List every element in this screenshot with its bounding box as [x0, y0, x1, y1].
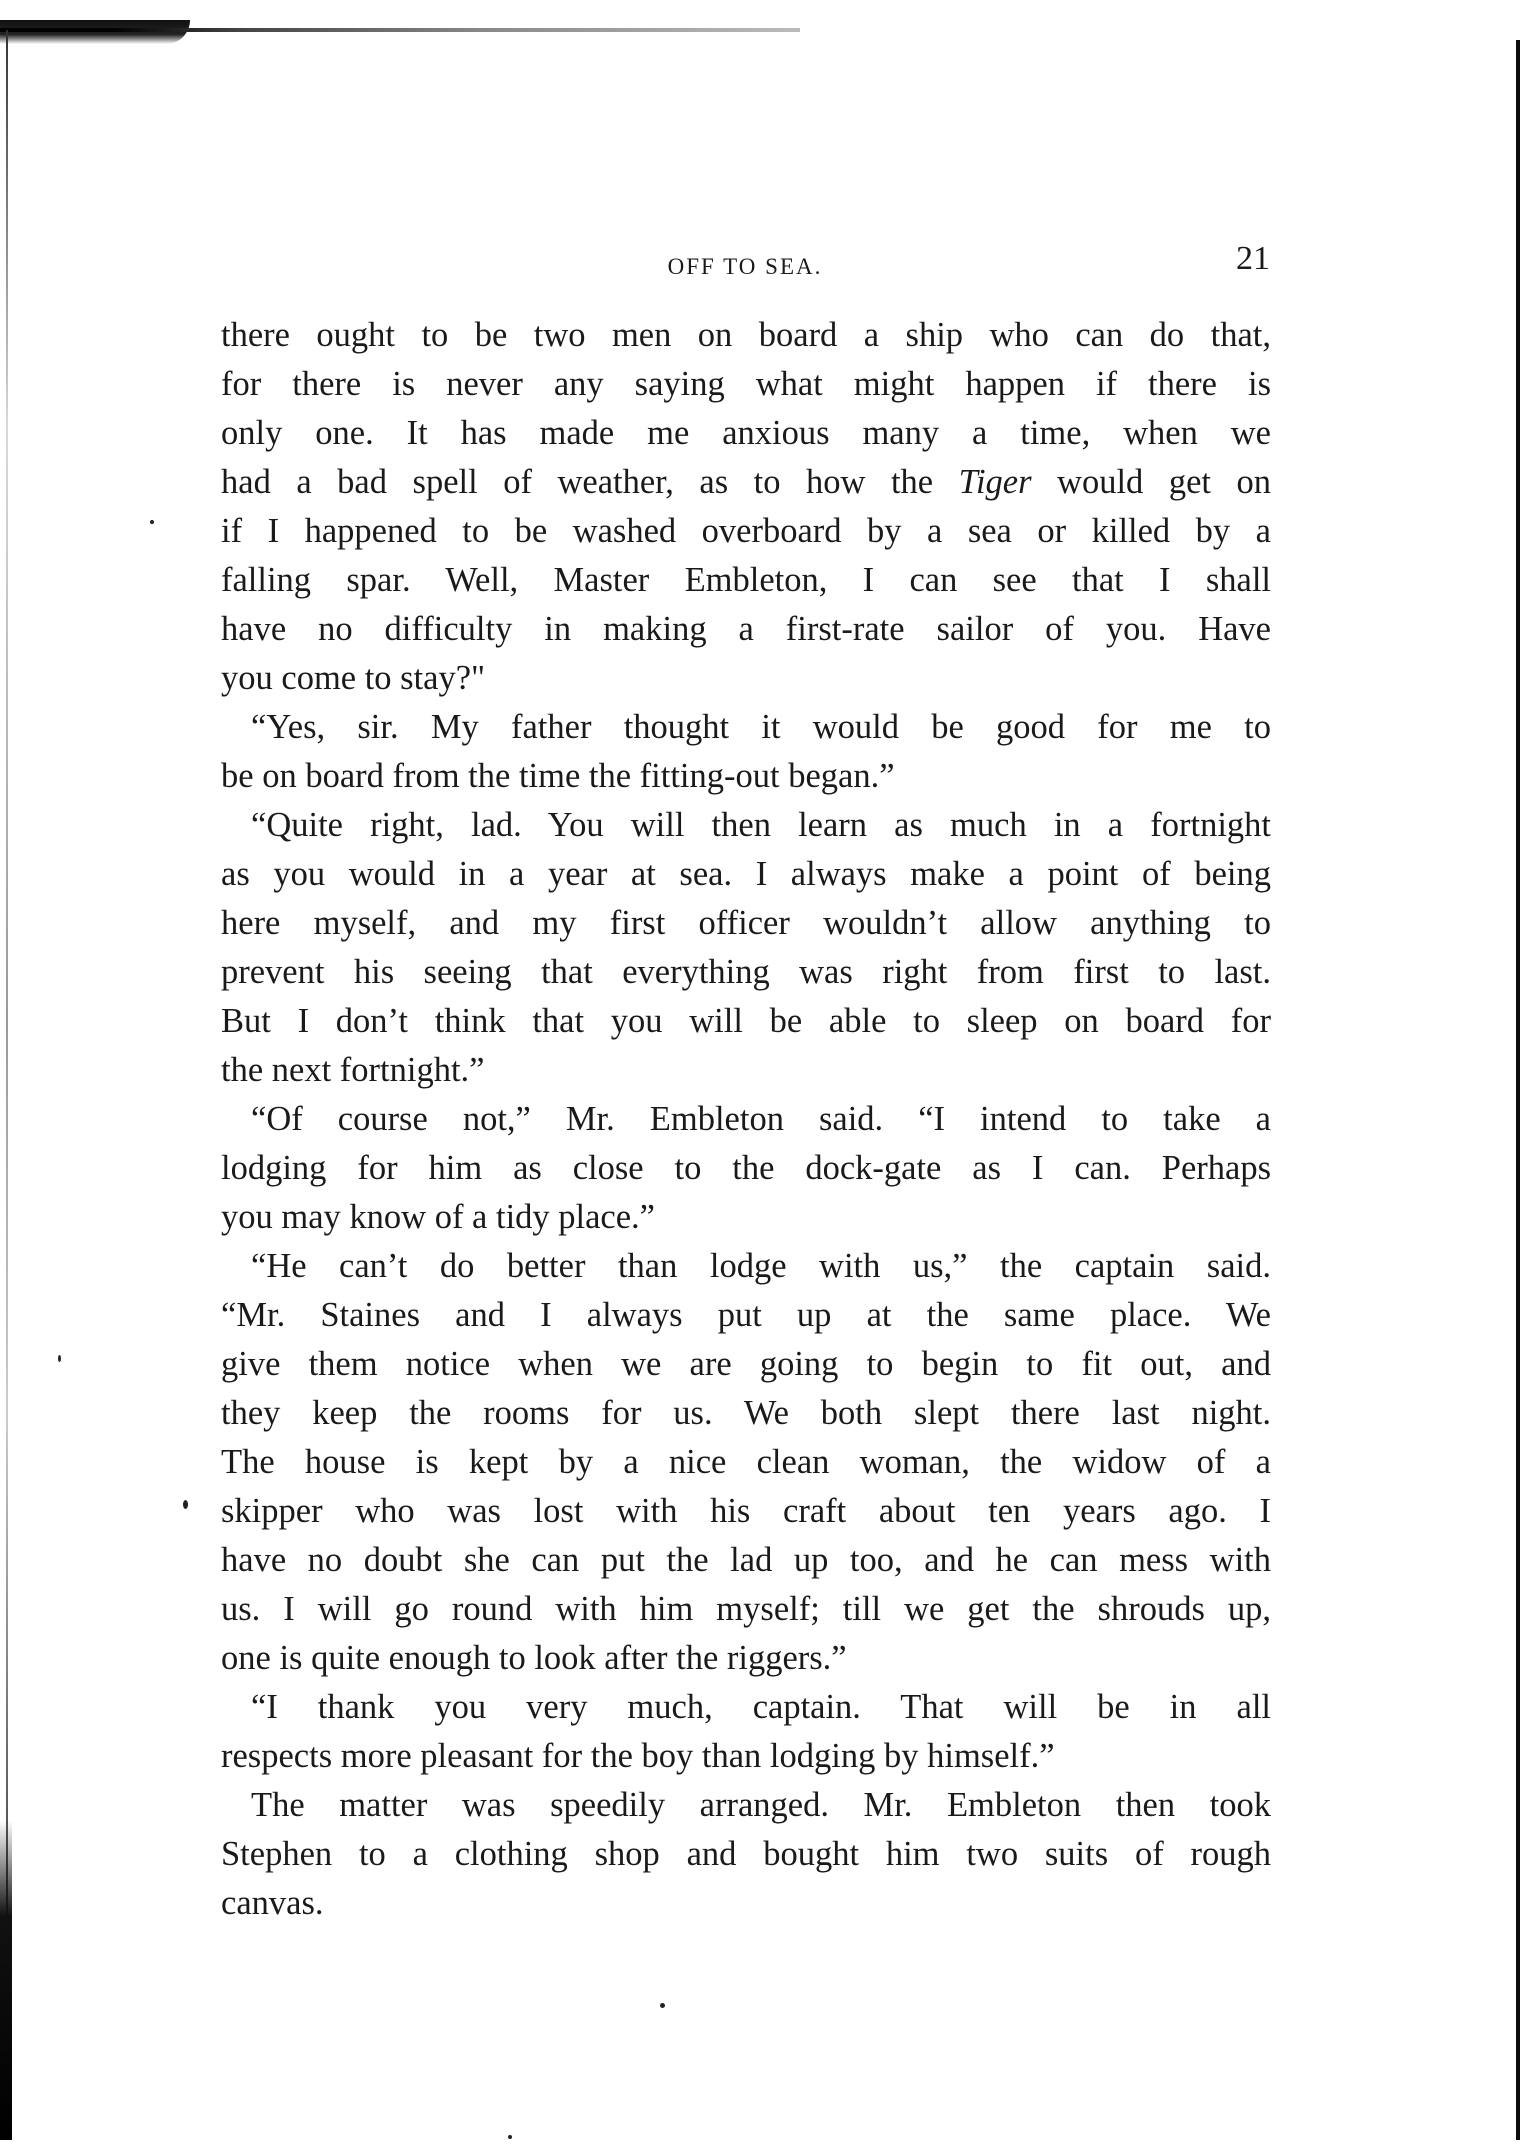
text-line: “He can’t do better than lodge with us,” the captain said.: [251, 1247, 1271, 1285]
text-line: falling spar. Well, Master Embleton, I can see that I shall: [221, 561, 1271, 599]
text-line: respects more pleasant for the boy than lodging by himself.”: [221, 1737, 1055, 1775]
body-text: [221, 311, 1271, 1928]
page-number: 21: [1236, 240, 1270, 277]
ship-name: Tiger: [958, 463, 1032, 501]
text-line: here myself, and my first officer wouldn’t allow anything to: [221, 904, 1271, 942]
scan-shadow-left: [0, 1820, 12, 2140]
running-title: OFF TO SEA.: [667, 254, 823, 279]
text-line: skipper who was lost with his craft about ten years ago. I: [221, 1492, 1271, 1530]
scan-edge-top: [0, 28, 800, 32]
text-line: for there is never any saying what might happen if there is: [221, 365, 1271, 403]
running-head: [220, 240, 1270, 290]
text-line: if I happened to be washed overboard by a sea or killed by a: [221, 512, 1271, 550]
text-line: The house is kept by a nice clean woman, the widow of a: [221, 1443, 1271, 1481]
paragraph: [221, 1781, 1271, 1928]
scan-speck: [58, 1355, 61, 1362]
text-line: “Mr. Staines and I always put up at the same place. We: [221, 1296, 1271, 1334]
text-line: be on board from the time the fitting-out began.”: [221, 757, 895, 795]
paragraph: [221, 311, 1271, 703]
text-line: give them notice when we are going to begin to fit out, and: [221, 1345, 1271, 1383]
text-line: “Yes, sir. My father thought it would be good for me to: [251, 708, 1271, 746]
scan-speck: [660, 2003, 665, 2008]
paragraph: [221, 1242, 1271, 1683]
scan-edge-right: [1516, 40, 1520, 2140]
paragraph: [221, 801, 1271, 1095]
text-line: they keep the rooms for us. We both slept there last night.: [221, 1394, 1271, 1432]
scan-speck: [183, 1500, 188, 1509]
text-line: canvas.: [221, 1884, 324, 1922]
text-line: only one. It has made me anxious many a time, when we: [221, 414, 1271, 452]
text-line: the next fortnight.”: [221, 1051, 485, 1089]
scan-edge-left: [6, 30, 8, 2010]
scan-speck: [150, 520, 154, 524]
text-line: “I thank you very much, captain. That will be in all: [251, 1688, 1271, 1726]
text-line: as you would in a year at sea. I always make a point of being: [221, 855, 1271, 893]
scan-speck: [508, 2135, 512, 2139]
text-line: But I don’t think that you will be able to sleep on board for: [221, 1002, 1271, 1040]
scan-shadow-top: [0, 20, 190, 44]
text-line: Stephen to a clothing shop and bought him two suits of rough: [221, 1835, 1271, 1873]
text-line: had a bad spell of weather, as to how the Tiger would get on: [221, 463, 1271, 501]
text-line: have no doubt she can put the lad up too, and he can mess with: [221, 1541, 1271, 1579]
paragraph: [221, 1683, 1271, 1781]
text-line: prevent his seeing that everything was right from first to last.: [221, 953, 1271, 991]
text-line: have no difficulty in making a first-rate sailor of you. Have: [221, 610, 1271, 648]
text-line: The matter was speedily arranged. Mr. Embleton then took: [251, 1786, 1271, 1824]
text-line: “Of course not,” Mr. Embleton said. “I intend to take a: [251, 1100, 1271, 1138]
text-line: lodging for him as close to the dock-gate as I can. Perhaps: [221, 1149, 1271, 1187]
text-line: there ought to be two men on board a ship who can do that,: [221, 316, 1271, 354]
text-line: us. I will go round with him myself; till we get the shrouds up,: [221, 1590, 1271, 1628]
paragraph: [221, 703, 1271, 801]
paragraph: [221, 1095, 1271, 1242]
text-line: one is quite enough to look after the riggers.”: [221, 1639, 847, 1677]
text-line: you come to stay?": [221, 659, 486, 697]
text-line: “Quite right, lad. You will then learn as much in a fortnight: [251, 806, 1271, 844]
text-line: you may know of a tidy place.”: [221, 1198, 655, 1236]
